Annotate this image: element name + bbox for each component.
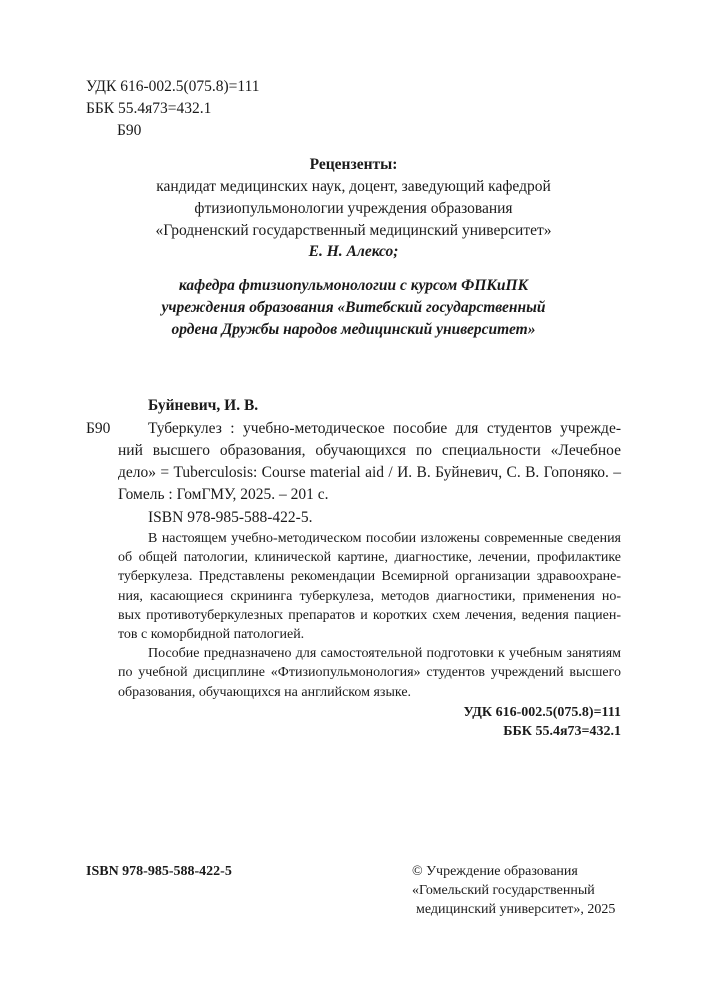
abstract-line: ния, касающиеся скрининга туберкулеза, методов диагностики, применения но- (118, 589, 621, 604)
classification-udk: УДК 616-002.5(075.8)=111 (463, 705, 621, 720)
reviewers-title: Рецензенты: (309, 156, 398, 173)
biblio-author: Буйневич, И. В. (148, 397, 259, 414)
abstract-line: вых противотуберкулезных препаратов и коротких схем лечения, ведения пациен- (118, 608, 621, 623)
reviewer-1-line: кандидат медицинских наук, доцент, заведующий кафедрой (156, 178, 551, 195)
footer-copyright-line: медицинский университет», 2025 (416, 902, 616, 917)
classification-bbk: ББК 55.4я73=432.1 (503, 724, 621, 739)
biblio-line: Гомель : ГомГМУ, 2025. – 201 с. (118, 486, 329, 503)
abstract-line: Пособие предназначено для самостоятельной подготовки к учебным занятиям (148, 646, 621, 661)
biblio-code: Б90 (86, 420, 111, 437)
reviewer-1-line: «Гродненский государственный медицинский университет» (155, 222, 552, 239)
footer-isbn: ISBN 978-985-588-422-5 (86, 864, 232, 879)
reviewer-2-line: кафедра фтизиопульмонологии с курсом ФПКиПК (178, 277, 529, 294)
footer-copyright-line: © Учреждение образования (412, 864, 578, 879)
reviewer-1-name: Е. Н. Алексо; (308, 243, 399, 260)
biblio-line: дело» = Tuberculosis: Course material aid / И. В. Буйневич, С. В. Гопоняко. – (118, 464, 621, 481)
biblio-line: Туберкулез : учебно-методическое пособие для студентов учрежде- (148, 420, 621, 437)
biblio-isbn: ISBN 978-985-588-422-5. (148, 509, 313, 526)
header-udk: УДК 616-002.5(075.8)=111 (86, 78, 260, 95)
header-bbk: ББК 55.4я73=432.1 (86, 100, 212, 117)
reviewer-2-line: учреждения образования «Витебский государственный (161, 299, 546, 316)
reviewer-1-line: фтизиопульмонологии учреждения образования (194, 200, 513, 217)
abstract-line: образования, обучающихся на английском языке. (118, 685, 412, 700)
abstract-line: об общей патологии, клинической картине, диагностике, лечении, профилактике (118, 550, 621, 565)
abstract-line: по учебной дисциплине «Фтизиопульмонология» студентов учреждений высшего (118, 665, 621, 680)
abstract-line: тов с коморбидной патологией. (118, 627, 305, 642)
biblio-line: ний высшего образования, обучающихся по специальности «Лечебное (118, 442, 621, 459)
header-code: Б90 (117, 122, 142, 139)
abstract-line: В настоящем учебно-методическом пособии изложены современные сведения (148, 531, 621, 546)
footer-copyright-line: «Гомельский государственный (412, 883, 595, 898)
reviewer-2-line: ордена Дружбы народов медицинский университет» (171, 321, 536, 338)
abstract-line: туберкулеза. Представлены рекомендации Всемирной организации здравоохране- (118, 569, 621, 584)
